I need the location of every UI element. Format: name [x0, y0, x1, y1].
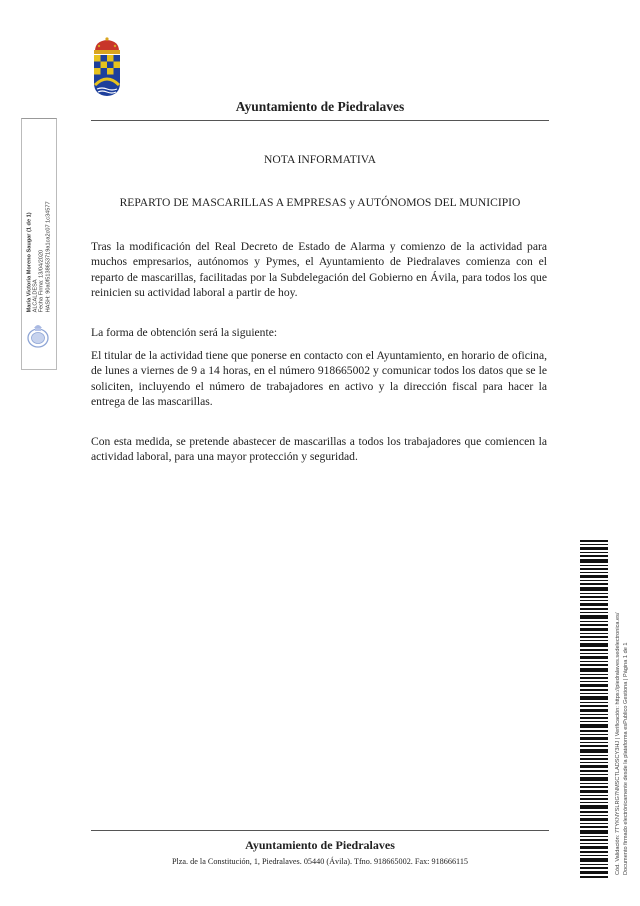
paragraph-method: El titular de la actividad tiene que ponerse en contacto con el Ayuntamiento, en horario de oficina, de lunes a viernes de 9 a 14 horas, en el número 918665002 y comunicar todos los datos que se le soliciten, incluyendo el número de trabajadores en activo y la dirección fiscal para hacer la entrega de las mascarillas.: [91, 349, 547, 409]
paragraph-method-label: La forma de obtención será la siguiente:: [91, 326, 278, 339]
verification-platform: Documento firmado electrónicamente desde la plataforma esPublico Gestiona | Página 1 de 1: [623, 642, 629, 875]
coat-of-arms-icon: [91, 37, 123, 97]
footer-divider: [91, 830, 549, 831]
signature-date: Fecha Firma: 13/04/2020: [39, 249, 45, 313]
footer-title: Ayuntamiento de Piedralaves: [245, 838, 395, 852]
signer-name: María Victoria Moreno Saugar (1 de 1): [26, 212, 33, 313]
paragraph-intro: Tras la modificación del Real Decreto de Estado de Alarma y comienzo de la actividad para muchos empresarios, autónomos y Pymes, el Ayuntamiento de Piedralaves comienza con el reparto de mascarillas, facilitadas por la Subdelegación del Gobierno en Ávila, para todos los que reinicien su actividad laboral a partir de hoy.: [91, 240, 547, 300]
document-heading: NOTA INFORMATIVA: [264, 153, 376, 166]
seal-icon: [26, 319, 50, 349]
signer-role: ALCALDESA: [32, 279, 39, 313]
verification-block: [610, 540, 634, 878]
header-title: Ayuntamiento de Piedralaves: [235, 99, 405, 114]
signature-box: [21, 118, 57, 370]
verification-code: Cód. Validación: 7TYKNYSLRG7NMSCTLADSCY3HJ | Verificación: https://piedralaves.sedelectronica.es/: [615, 612, 621, 875]
barcode-icon: [580, 540, 608, 878]
header-divider: [91, 120, 549, 121]
paragraph-conclusion: Con esta medida, se pretende abastecer de mascarillas a todos los trabajadores que comiencen la actividad laboral, para una mayor protección y seguridad.: [91, 435, 547, 464]
footer-address: Plza. de la Constitución, 1, Piedralaves. 05440 (Ávila). Tfno. 918665002. Fax: 918666115: [171, 857, 469, 866]
signature-hash: HASH: 90a0f5138653719a1ca2c07 1c34577: [45, 201, 52, 313]
signature-text: [27, 94, 52, 312]
document-subject: REPARTO DE MASCARILLAS A EMPRESAS y AUTÓNOMOS DEL MUNICIPIO: [119, 196, 521, 209]
